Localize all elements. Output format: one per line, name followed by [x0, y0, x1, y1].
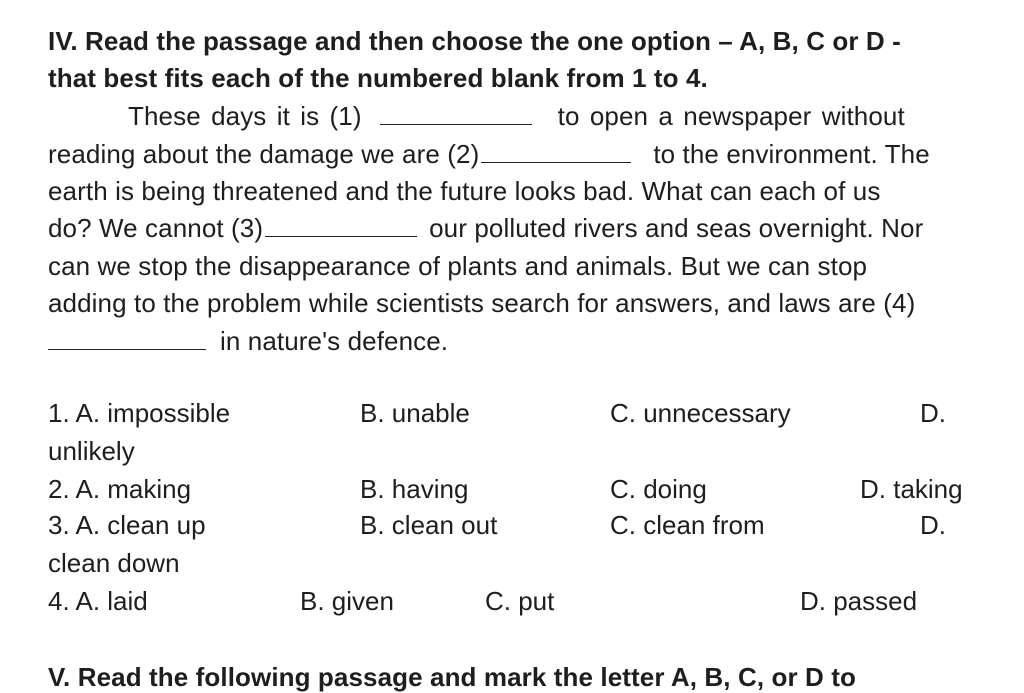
passage-text: to the environment. The: [653, 139, 930, 169]
section-v-heading-line-1: V. Read the following passage and mark the letter A, B, C, or D to: [48, 662, 856, 692]
blank-2[interactable]: [481, 161, 631, 163]
q3-option-a[interactable]: 3. A. clean up: [48, 510, 206, 540]
q4-option-b[interactable]: B. given: [300, 586, 394, 616]
q3-option-d[interactable]: D.: [920, 510, 946, 540]
q2-option-a[interactable]: 2. A. making: [48, 474, 192, 504]
passage-text: reading about the damage we are (2): [48, 139, 480, 169]
passage-line-7: [48, 326, 448, 356]
blank-3[interactable]: [265, 235, 417, 237]
passage-line-6: adding to the problem while scientists search for answers, and laws are (4): [48, 288, 916, 318]
blank-1[interactable]: [380, 123, 532, 125]
passage-text: our polluted rivers and seas overnight. Nor: [429, 213, 924, 243]
q4-option-a[interactable]: 4. A. laid: [48, 586, 148, 616]
q4-option-d[interactable]: D. passed: [800, 586, 918, 616]
passage-text: do? We cannot (3): [48, 213, 264, 243]
q2-option-c[interactable]: C. doing: [610, 474, 707, 504]
q4-option-c[interactable]: C. put: [485, 586, 555, 616]
q1-option-d-wrap[interactable]: unlikely: [48, 436, 135, 466]
q2-option-d[interactable]: D. taking: [860, 474, 963, 504]
q3-option-c[interactable]: C. clean from: [610, 510, 765, 540]
q1-option-a[interactable]: 1. A. impossible: [48, 398, 231, 428]
q3-option-d-wrap[interactable]: clean down: [48, 548, 180, 578]
passage-text: in nature's defence.: [220, 326, 449, 356]
q1-option-d[interactable]: D.: [920, 398, 946, 428]
section-heading-line-1: IV. Read the passage and then choose the one option – A, B, C or D -: [48, 26, 901, 56]
q1-option-b[interactable]: B. unable: [360, 398, 470, 428]
blank-4[interactable]: [48, 348, 206, 350]
passage-line-3: earth is being threatened and the future looks bad. What can each of us: [48, 176, 881, 206]
passage-line-1: [128, 101, 905, 131]
q3-option-b[interactable]: B. clean out: [360, 510, 498, 540]
passage-line-2: [48, 139, 930, 169]
section-heading-line-2: that best fits each of the numbered blank from 1 to 4.: [48, 63, 708, 93]
q2-option-b[interactable]: B. having: [360, 474, 469, 504]
passage-line-5: can we stop the disappearance of plants and animals. But we can stop: [48, 251, 868, 281]
passage-line-4: [48, 213, 923, 243]
passage-text: These days it is (1): [128, 101, 362, 131]
q1-option-c[interactable]: C. unnecessary: [610, 398, 791, 428]
passage-text: to open a newspaper without: [557, 101, 905, 131]
